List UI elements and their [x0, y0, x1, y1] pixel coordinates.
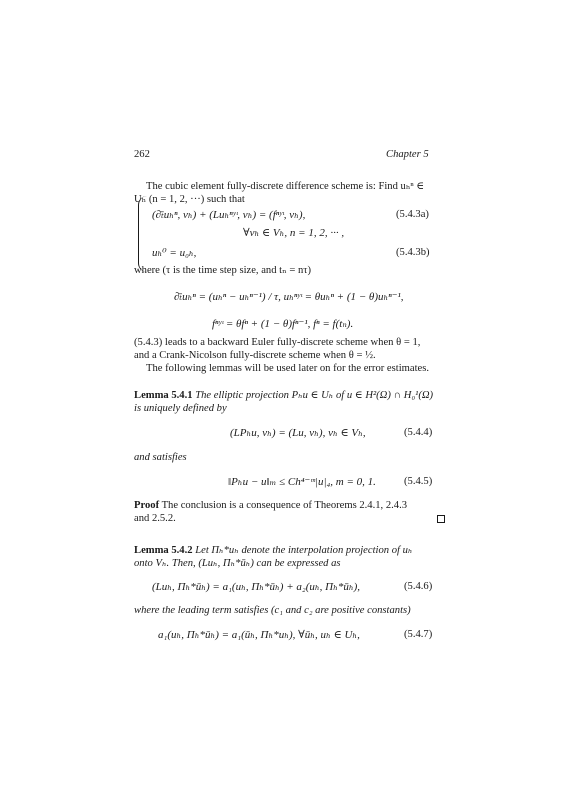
proof — [134, 500, 446, 513]
equation-5-4-5-number: (5.4.5) — [404, 476, 433, 487]
equation-5-4-7-number: (5.4.7) — [404, 629, 433, 640]
definition-line-1: ∂̄ₜuₕⁿ = (uₕⁿ − uₕⁿ⁻¹) / τ, uₕⁿʸᶥ = θuₕⁿ + (1 − θ)uₕⁿ⁻¹, — [174, 291, 404, 303]
proof-title: Proof — [134, 500, 160, 511]
page-number: 262 — [134, 149, 150, 160]
scheme-remark-line-1: (5.4.3) leads to a backward Euler fully-discrete scheme when θ = 1, — [134, 337, 421, 348]
equation-5-4-7: a₁(uₕ, Πₕ*ūₕ) = a₁(ūₕ, Πₕ*uₕ), ∀ūₕ, uₕ ∈ Uₕ, — [158, 629, 360, 641]
intro-line-1: The cubic element fully-discrete difference scheme is: Find uₕⁿ ∈ — [146, 181, 425, 192]
lemma-5-4-1-statement-2: is uniquely defined by — [134, 403, 227, 414]
equation-5-4-3a-condition: ∀vₕ ∈ Vₕ, n = 1, 2, ··· , — [243, 227, 345, 239]
lemma-5-4-1 — [134, 390, 446, 403]
lemmas-intro: The following lemmas will be used later on for the error estimates. — [146, 363, 430, 374]
proof-text: The conclusion is a consequence of Theorems 2.4.1, 2.4.3 — [161, 500, 408, 511]
lemma-5-4-2-statement: Let Πₕ*uₕ denote the interpolation projection of uₕ — [195, 545, 413, 556]
chapter-heading: Chapter 5 — [386, 149, 429, 160]
equation-5-4-6: (Luₕ, Πₕ*ūₕ) = a₁(uₕ, Πₕ*ūₕ) + a₂(uₕ, Πₕ*ūₕ), — [152, 581, 361, 593]
lemma-5-4-2 — [134, 545, 446, 558]
intro-line-2: Uₕ (n = 1, 2, ···) such that — [134, 194, 245, 205]
lemma-5-4-1-title: Lemma 5.4.1 — [134, 390, 193, 401]
equation-5-4-3a: (∂̄ₜuₕⁿ, vₕ) + (Luₕⁿʸᶥ, vₕ) = (fⁿʸᶥ, vₕ), — [152, 209, 306, 221]
equation-5-4-3a-number: (5.4.3a) — [396, 209, 429, 220]
equation-5-4-6-number: (5.4.6) — [404, 581, 433, 592]
definition-line-2: fⁿʸᶥ = θfⁿ + (1 − θ)fⁿ⁻¹, fⁿ = f(tₙ). — [212, 318, 354, 330]
lemma-5-4-2-statement-2: onto Vₕ. Then, (Luₕ, Πₕ*ūₕ) can be expressed as — [134, 558, 341, 569]
system-brace — [138, 196, 148, 272]
equation-5-4-3b-number: (5.4.3b) — [396, 247, 430, 258]
where-clause: where (τ is the time step size, and tₙ = nτ) — [134, 265, 312, 276]
lemma-5-4-1-statement: The elliptic projection Pₕu ∈ Uₕ of u ∈ H²(Ω) ∩ H₀¹(Ω) — [195, 390, 434, 401]
proof-text-2: and 2.5.2. — [134, 513, 176, 524]
equation-5-4-5: ‖Pₕu − u‖ₘ ≤ Ch⁴⁻ᵐ|u|₄, m = 0, 1. — [228, 476, 376, 488]
equation-5-4-4-number: (5.4.4) — [404, 427, 433, 438]
equation-5-4-3b: uₕ⁰ = u₀ₕ, — [152, 247, 197, 259]
qed-symbol — [437, 515, 445, 523]
lemma-5-4-2-title: Lemma 5.4.2 — [134, 545, 193, 556]
equation-5-4-4: (LPₕu, vₕ) = (Lu, vₕ), vₕ ∈ Vₕ, — [230, 427, 366, 439]
scheme-remark-line-2: and a Crank-Nicolson fully-discrete scheme when θ = ½. — [134, 350, 376, 361]
and-satisfies: and satisfies — [134, 452, 187, 463]
leading-term-remark: where the leading term satisfies (c₁ and c₂ are positive constants) — [134, 605, 411, 616]
